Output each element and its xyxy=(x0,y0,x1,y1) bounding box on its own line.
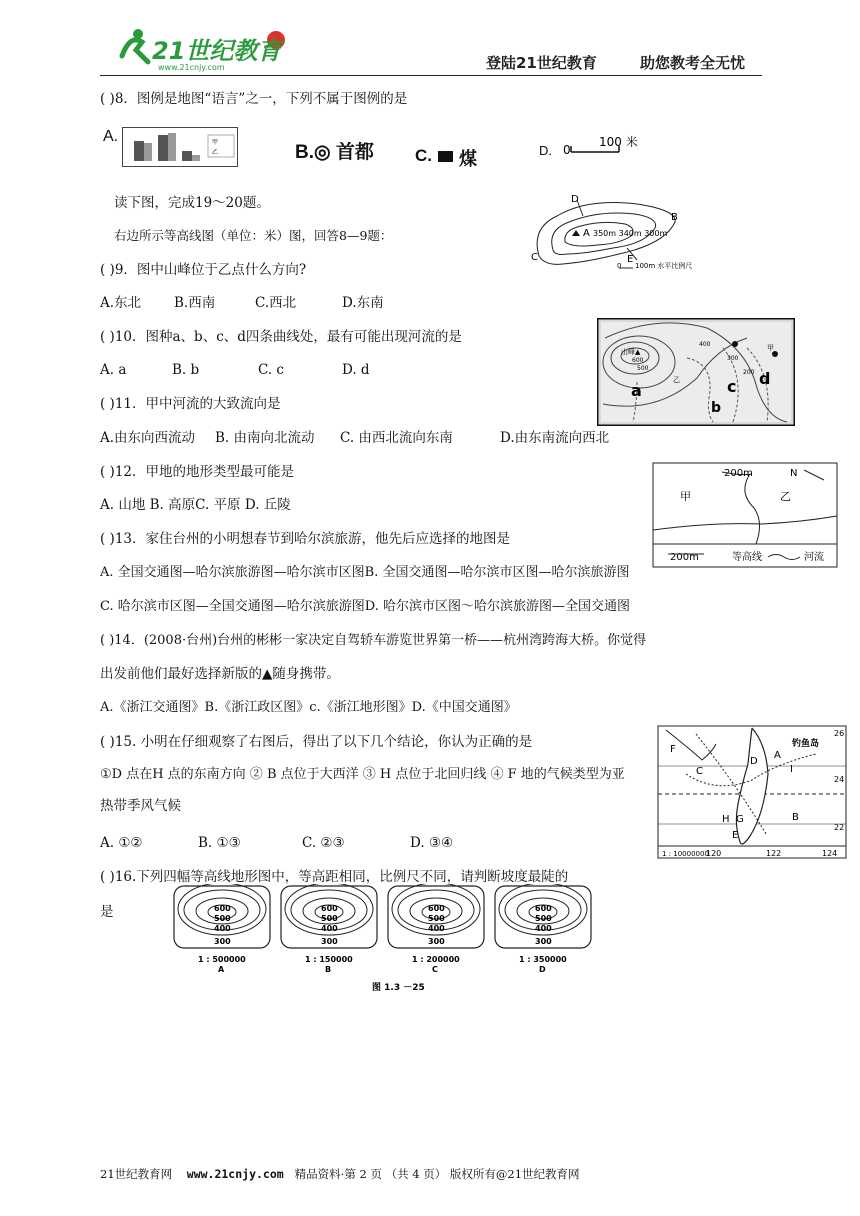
page-footer xyxy=(100,1166,580,1182)
fig4-letter-I: I xyxy=(790,764,793,775)
q15-option-d: D. ③④ xyxy=(410,835,454,851)
fig2-point-b: b xyxy=(711,400,722,416)
fig4-letter-E: E xyxy=(732,830,739,841)
map-label-A: A xyxy=(218,965,225,974)
fig4-lat-22: 22 xyxy=(834,823,845,832)
contour-label: 600 xyxy=(428,904,445,913)
q11-option-b: B. 由南向北流动 xyxy=(215,430,315,446)
fig1-label-B: B xyxy=(671,212,678,223)
site-logo[interactable] xyxy=(108,26,290,72)
fig4-lat-26: 26 xyxy=(834,729,845,738)
q16-stem-1: ( )16.下列四幅等高线地形图中，等高距相同，比例尺不同，请判断坡度最陡的 xyxy=(100,869,569,885)
intro-8-9: 右边所示等高线图（单位：米）图，回答8—9题： xyxy=(114,228,393,243)
fig2-point-d: d xyxy=(759,369,771,388)
footer-url: www.21cnjy.com xyxy=(186,1167,284,1181)
map-scale-C: 1 : 200000 xyxy=(412,955,460,964)
logo-url: www.21cnjy.com xyxy=(158,63,225,72)
fig3-legend-river: 河流 xyxy=(804,552,824,563)
contour-label: 400 xyxy=(428,924,445,933)
q13-options-line-1: A. 全国交通图—哈尔滨旅游图—哈尔滨市区图B. 全国交通图—哈尔滨市区图—哈尔滨旅游图 xyxy=(100,565,630,580)
fig2-value-400: 400 xyxy=(699,341,711,348)
fig4-letter-F: F xyxy=(670,744,676,755)
q15-option-a: A. ①② xyxy=(100,835,143,851)
map-label-B: B xyxy=(325,965,332,974)
q15-option-c: C. ②③ xyxy=(302,835,345,851)
contour-label: 500 xyxy=(321,914,338,923)
contour-label: 300 xyxy=(535,937,552,946)
q10-stem: ( )10．图种a、b、c、d四条曲线处，最有可能出现河流的是 xyxy=(100,329,462,345)
q8-opt-c-text: 煤 xyxy=(459,149,477,170)
fig4-letter-B: B xyxy=(792,812,799,823)
q12-options: A. 山地 B. 高原C. 平原 D. 丘陵 xyxy=(100,497,291,513)
taiwan-map-figure-4 xyxy=(656,724,852,866)
fig2-peak: 山峰▲ xyxy=(621,348,641,356)
contour-label: 400 xyxy=(535,924,552,933)
q9-option-b: B.西南 xyxy=(174,295,216,311)
q16-stem-2: 是 xyxy=(100,904,114,920)
contour-map-figure-2 xyxy=(597,318,795,430)
fig3-label-yi: 乙 xyxy=(780,490,791,503)
q10-option-c: C. c xyxy=(258,362,284,378)
q10-option-d: D. d xyxy=(342,362,370,378)
contour-label: 300 xyxy=(321,937,338,946)
contour-map-figure-1 xyxy=(527,188,707,280)
q11-stem: ( )11．甲中河流的大致流向是 xyxy=(100,396,281,412)
q15-statements-2: 热带季风气候 xyxy=(100,798,181,814)
map-label-C: C xyxy=(432,965,438,974)
fig2-point-c: c xyxy=(727,377,737,396)
contour-map-C xyxy=(388,884,484,974)
slogan-right: 助您教考全无忧 xyxy=(640,54,746,72)
q9-option-a: A.东北 xyxy=(100,295,142,311)
q15-option-b: B. ①③ xyxy=(198,835,241,851)
fig2-value-300: 300 xyxy=(727,355,739,362)
fig4-lon-124: 124 xyxy=(822,849,838,858)
q8-scale-bar xyxy=(555,132,665,166)
fig1-label-C: C xyxy=(531,252,538,263)
contour-label: 600 xyxy=(321,904,338,913)
q14-stem-2: 出发前他们最好选择新版的▲随身携带。 xyxy=(100,666,340,682)
fig3-legend-value: 200m xyxy=(670,552,699,563)
contour-maps-figure-5 xyxy=(172,884,612,998)
fig4-letter-G: G xyxy=(736,814,744,825)
fig1-label-D: D xyxy=(571,194,579,205)
fig3-label-jia: 甲 xyxy=(680,490,691,503)
q13-stem: ( )13．家住台州的小明想春节到哈尔滨旅游，他先后应选择的地图是 xyxy=(100,531,511,547)
contour-label: 300 xyxy=(214,937,231,946)
contour-label: 400 xyxy=(214,924,231,933)
contour-label: 500 xyxy=(214,914,231,923)
contour-label: 600 xyxy=(535,904,552,913)
q10-option-b: B. b xyxy=(172,362,200,378)
figure-caption: 图 1.3 －25 xyxy=(372,983,425,993)
fig4-letter-D: D xyxy=(750,756,758,767)
fig2-point-yi: 乙 xyxy=(673,376,680,384)
fig2-point-jia: 甲 xyxy=(767,344,774,352)
map-label-D: D xyxy=(539,965,546,974)
q15-stem: ( )15. 小明在仔细观察了右图后，得出了以下几个结论，你认为正确的是 xyxy=(100,734,533,750)
q8-chart-legend-2: 乙 xyxy=(212,149,219,156)
fig4-island: 钓鱼岛 xyxy=(792,739,820,749)
fig1-label-A: A xyxy=(583,228,590,239)
fig2-point-a: a xyxy=(631,381,642,400)
fig4-letter-C: C xyxy=(696,766,703,777)
contour-label: 500 xyxy=(535,914,552,923)
contour-label: 600 xyxy=(214,904,231,913)
coal-symbol-icon xyxy=(438,151,453,162)
contour-label: 500 xyxy=(428,914,445,923)
header-rule xyxy=(100,75,762,76)
fig4-lon-120: 120 xyxy=(706,849,722,858)
map-scale-B: 1 : 150000 xyxy=(305,955,353,964)
fig4-lat-24: 24 xyxy=(834,775,845,784)
q14-stem-1: ( )14．(2008·台州)台州的彬彬一家决定自驾轿车游览世界第一桥——杭州湾跨海大桥。你觉得 xyxy=(100,633,647,648)
fig2-value-200: 200 xyxy=(743,369,755,376)
q11-option-d: D.由东南流向西北 xyxy=(500,430,610,446)
slogan-left: 登陆21世纪教育 xyxy=(486,54,597,72)
q10-option-a: A. a xyxy=(100,362,127,378)
map-scale-A: 1 : 500000 xyxy=(198,955,246,964)
q8-chart-legend-1: 甲 xyxy=(212,139,219,146)
fig1-contour-text: 350m 340m 300m xyxy=(593,229,668,238)
footer-left: 21世纪教育网 xyxy=(100,1167,173,1181)
contour-label: 300 xyxy=(428,937,445,946)
q8-scale-text: 100 米 xyxy=(599,135,638,149)
intro-19-20: 读下图，完成19～20题。 xyxy=(114,195,270,211)
fig1-label-E: E xyxy=(627,254,634,265)
q13-options-line-2: C. 哈尔滨市区图—全国交通图—哈尔滨旅游图D. 哈尔滨市区图～哈尔滨旅游图—全国交通图 xyxy=(100,599,630,614)
q8-opt-c-label: C. xyxy=(415,146,432,165)
q8-opt-a-chart xyxy=(122,127,238,171)
q15-statements-1: ①D 点在H 点的东南方向 ② B 点位于大西洋 ③ H 点位于北回归线 ④ F 地的气候类型为亚 xyxy=(100,767,625,782)
contour-label: 400 xyxy=(321,924,338,933)
fig3-north: N xyxy=(790,468,798,479)
fig3-contour-top: 200m xyxy=(724,468,753,479)
river-contour-figure-3 xyxy=(652,462,838,572)
contour-map-B xyxy=(281,884,377,974)
fig1-scale-text: 100m 水平比例尺 xyxy=(635,262,693,270)
fig3-legend-contour: 等高线 xyxy=(732,552,762,563)
fig2-value-600: 600 xyxy=(632,357,644,364)
q14-options: A.《浙江交通图》B.《浙江政区图》c.《浙江地形图》D.《中国交通图》 xyxy=(100,700,517,715)
q9-option-d: D.东南 xyxy=(342,295,384,311)
q9-stem: ( )9．图中山峰位于乙点什么方向? xyxy=(100,262,307,278)
fig2-value-500: 500 xyxy=(637,365,649,372)
q8-opt-a-label: A. xyxy=(103,128,119,145)
logo-text: 21世纪教育 xyxy=(152,37,282,65)
contour-map-D xyxy=(495,884,591,974)
q11-option-a: A.由东向西流动 xyxy=(100,430,196,446)
q8-opt-b: B.◎ 首都 xyxy=(295,142,374,163)
fig4-letter-H: H xyxy=(722,814,730,825)
map-scale-D: 1 : 350000 xyxy=(519,955,567,964)
fig4-scale: 1 : 10000000 xyxy=(662,850,709,858)
contour-map-A xyxy=(174,884,270,974)
q8-scale-zero: 0 xyxy=(563,143,571,157)
fig1-scale-zero: 0 xyxy=(617,262,622,270)
q9-option-c: C.西北 xyxy=(255,295,297,311)
fig4-lon-122: 122 xyxy=(766,849,782,858)
footer-right: 精品资料·第 2 页 （共 4 页） 版权所有@21世纪教育网 xyxy=(294,1167,580,1181)
fig4-letter-A: A xyxy=(774,750,781,761)
q8-opt-d-label: D. xyxy=(539,143,552,158)
q12-stem: ( )12．甲地的地形类型最可能是 xyxy=(100,464,295,480)
q11-option-c: C. 由西北流向东南 xyxy=(340,430,453,446)
q8-stem: ( )8．图例是地图“语言”之一，下列不属于图例的是 xyxy=(100,91,408,107)
